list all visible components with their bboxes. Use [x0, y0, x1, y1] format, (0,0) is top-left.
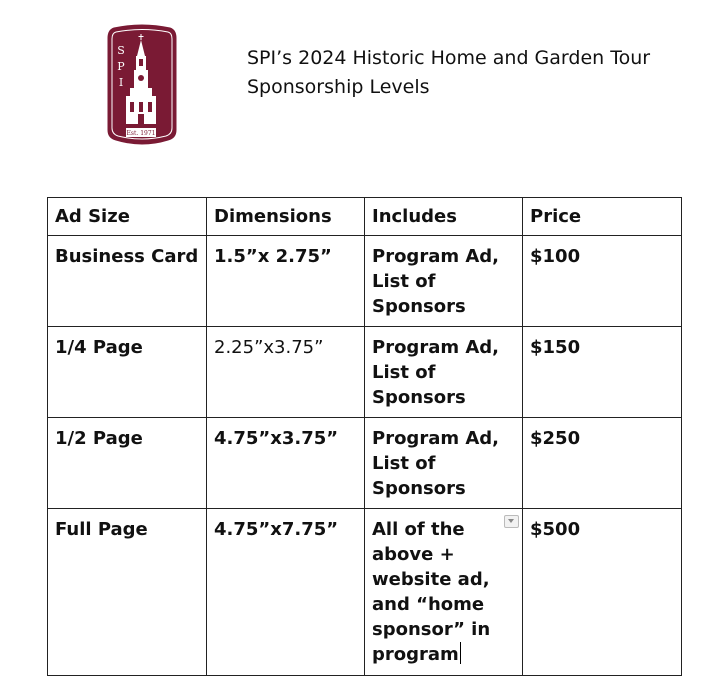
cell-dimensions: 4.75”x3.75” [207, 418, 365, 509]
spi-logo [106, 24, 178, 146]
cell-ad-size: 1/4 Page [48, 327, 207, 418]
cell-ad-size: Business Card [48, 236, 207, 327]
table-header-row [48, 198, 682, 236]
cell-ad-size: Full Page [48, 509, 207, 676]
header-ad-size: Ad Size [48, 198, 207, 236]
cell-includes: Program Ad, List of Sponsors [365, 327, 523, 418]
table-row [48, 327, 682, 418]
cell-dimensions: 1.5”x 2.75” [207, 236, 365, 327]
cell-includes-text[interactable]: All of the above + website ad, and “home sponsor” in program [372, 519, 491, 665]
cell-ad-size: 1/2 Page [48, 418, 207, 509]
page-title [247, 44, 650, 102]
cell-includes: Program Ad, List of Sponsors [365, 418, 523, 509]
cell-includes-editing[interactable] [365, 509, 523, 676]
sponsorship-table [47, 197, 682, 676]
cell-price: $100 [523, 236, 682, 327]
table-row [48, 509, 682, 676]
header-includes: Includes [365, 198, 523, 236]
logo-letter-i: I [118, 76, 124, 89]
table-row [48, 236, 682, 327]
header-dimensions: Dimensions [207, 198, 365, 236]
cell-dimensions: 2.25”x3.75” [207, 327, 365, 418]
cell-price: $150 [523, 327, 682, 418]
logo-letter-p: P [117, 60, 125, 73]
text-cursor [460, 642, 461, 664]
cell-price: $250 [523, 418, 682, 509]
title-line-2: Sponsorship Levels [247, 76, 430, 98]
cell-includes: Program Ad, List of Sponsors [365, 236, 523, 327]
logo-est: Est. 1971 [126, 130, 156, 137]
header-price: Price [523, 198, 682, 236]
cell-price: $500 [523, 509, 682, 676]
table-row [48, 418, 682, 509]
title-line-1: SPI’s 2024 Historic Home and Garden Tour [247, 47, 651, 69]
logo-letter-s: S [117, 44, 125, 57]
cell-dropdown-button[interactable] [504, 515, 519, 528]
cell-dimensions: 4.75”x7.75” [207, 509, 365, 676]
